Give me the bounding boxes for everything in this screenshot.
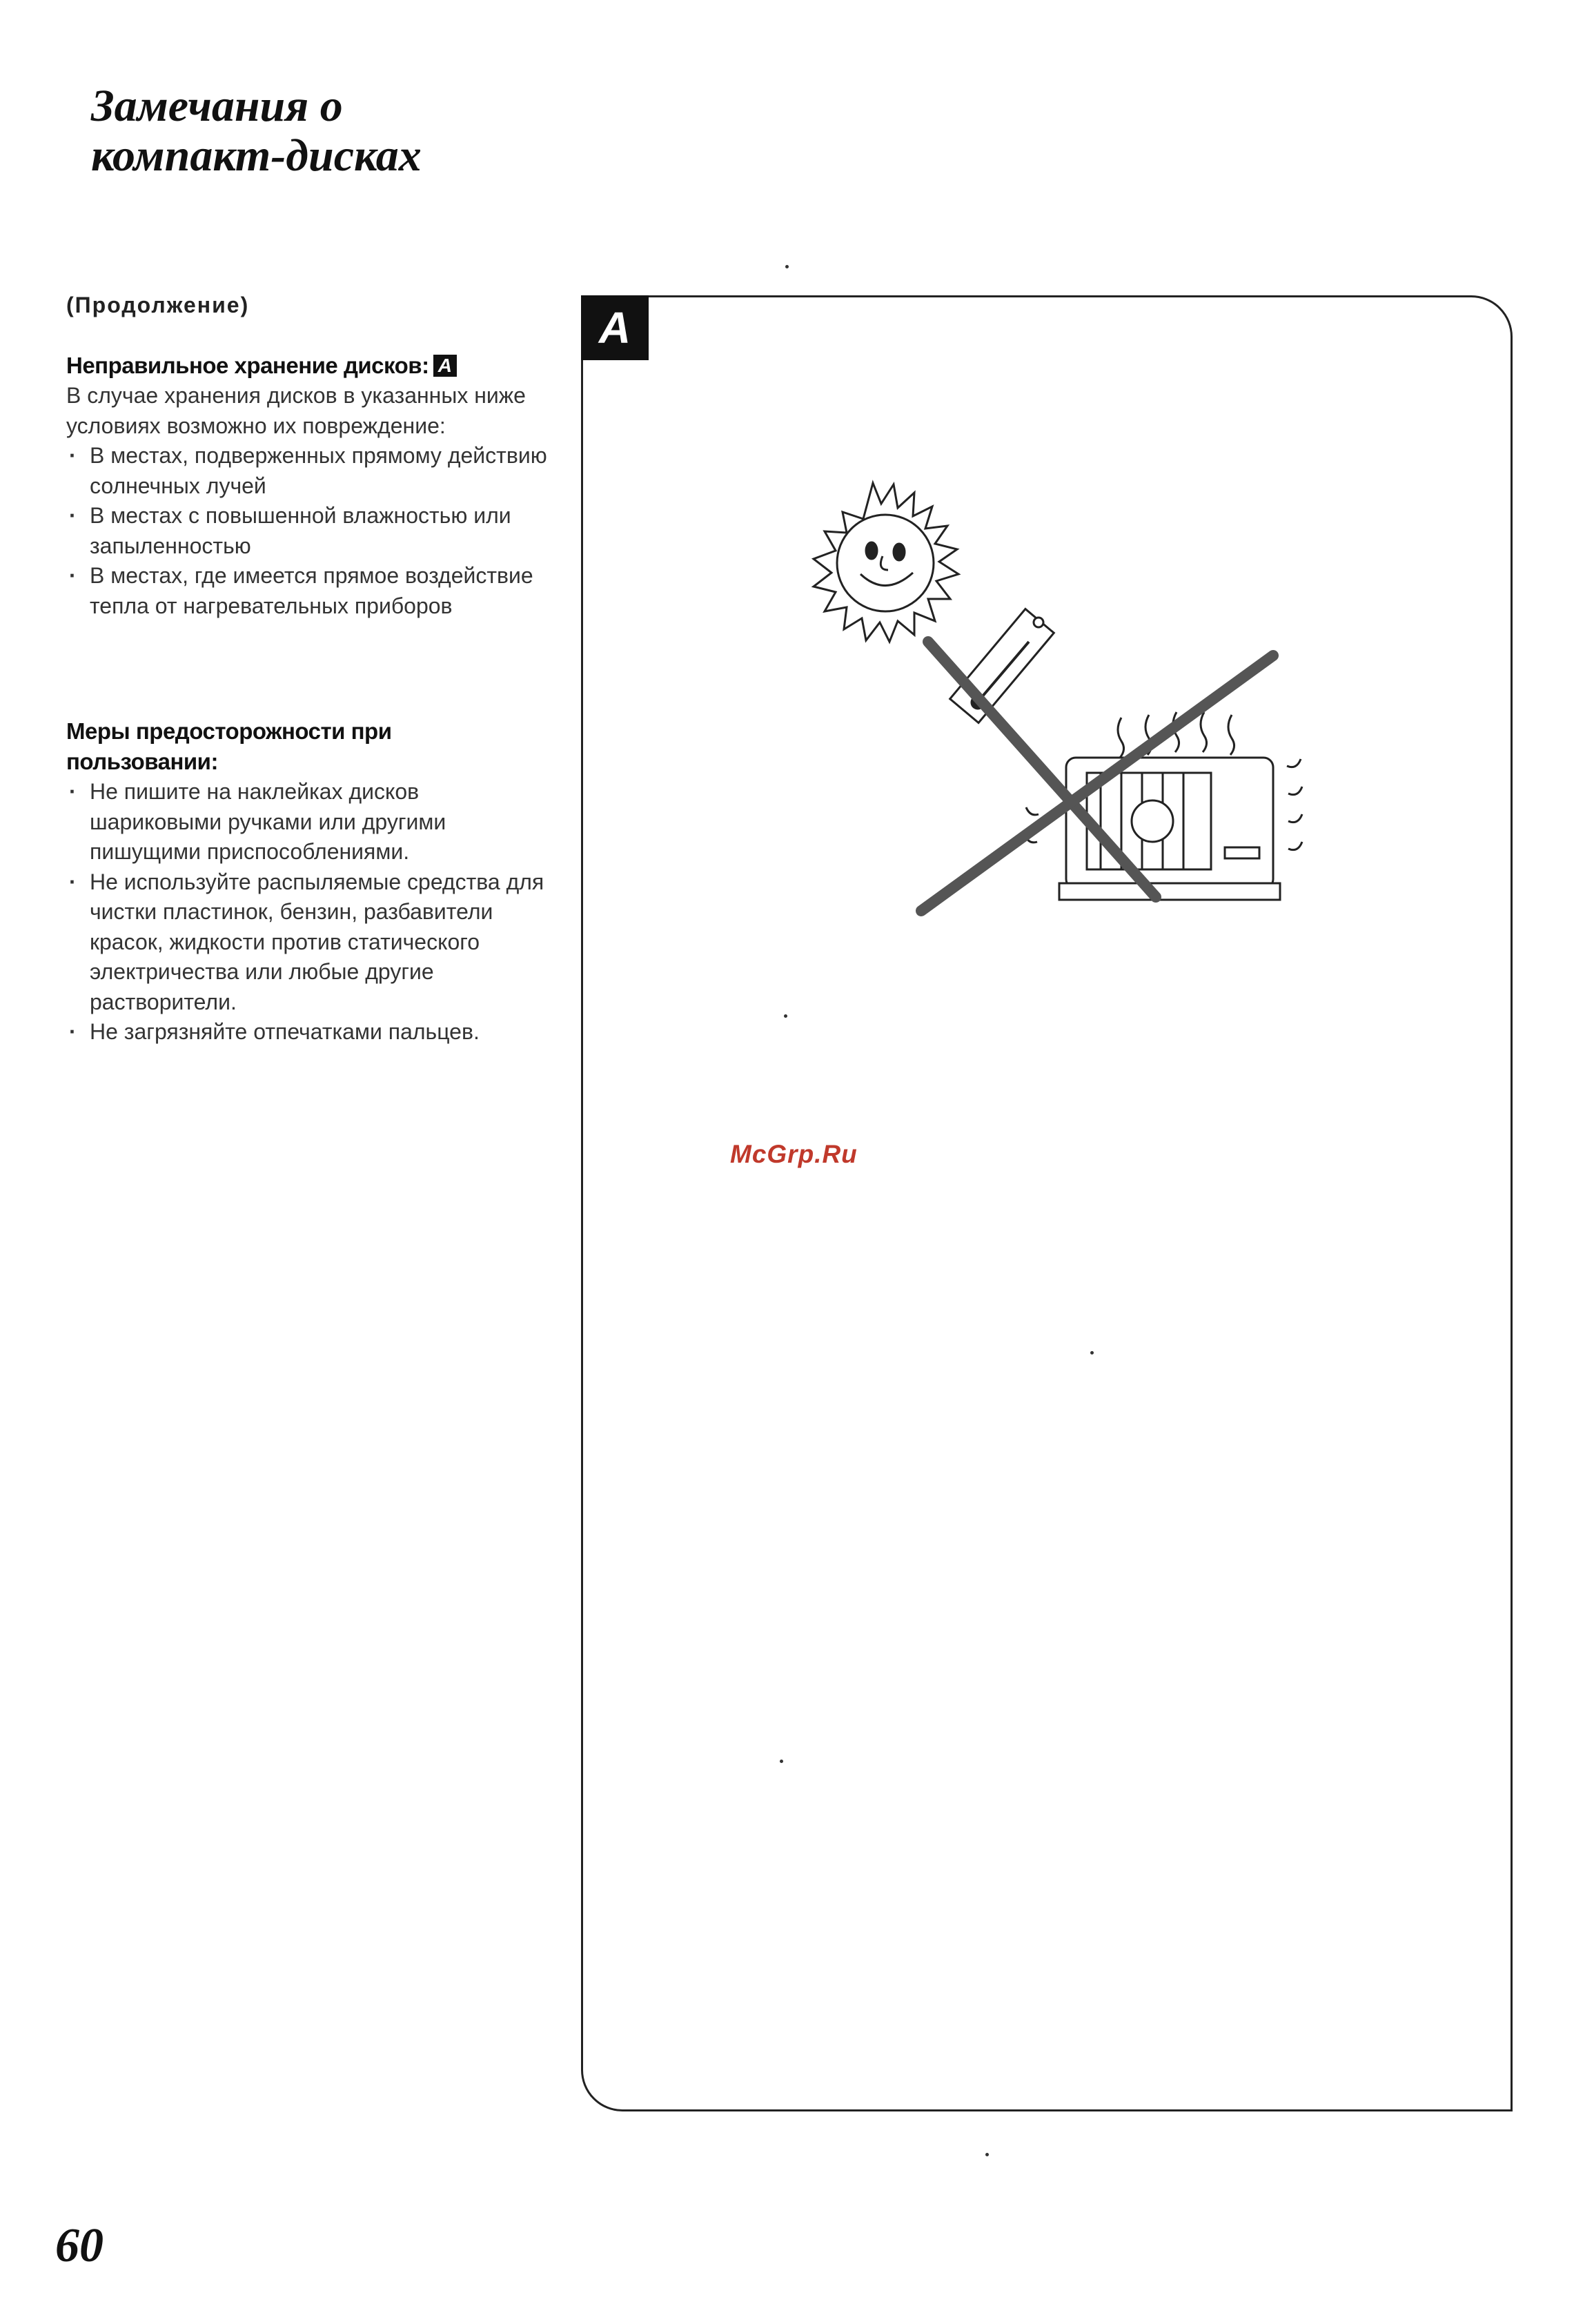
precaution-item-writing: · Не пишите на наклейках дисков шариковыми ручками или другими пишущими приспособлениями. — [66, 777, 549, 867]
scan-speck — [780, 1760, 783, 1763]
figure-ref-badge: A — [433, 355, 457, 377]
storage-heading — [66, 351, 549, 381]
precaution-item-fingerprints: · Не загрязняйте отпечатками пальцев. — [66, 1017, 549, 1047]
page-title-line-1: Замечания о — [91, 81, 343, 131]
watermark: McGrp.Ru — [730, 1140, 858, 1168]
storage-section — [66, 351, 549, 621]
sun-icon — [814, 483, 958, 642]
precautions-list — [66, 777, 549, 1047]
figure-label: A — [581, 295, 649, 360]
scan-speck — [785, 265, 789, 268]
scan-speck — [1090, 1351, 1094, 1355]
continued-label: (Продолжение) — [66, 293, 250, 317]
storage-intro: В случае хранения дисков в указанных ниже условиях возможно их повреждение: — [66, 383, 526, 438]
scan-speck — [784, 1014, 787, 1018]
storage-heading-text: Неправильное хранение дисков: — [66, 353, 429, 378]
precaution-item-solvents: · Не используйте распыляемые средства для чистки пластинок, бензин, разбавители красок, жидкости против статического электричества или любые другие растворители. — [66, 867, 549, 1018]
page-number: 60 — [55, 2219, 104, 2272]
scan-speck — [985, 2153, 989, 2156]
storage-item-heat: · В местах, где имеется прямое воздействие тепла от нагревательных приборов — [66, 561, 549, 621]
thermometer-icon — [950, 609, 1054, 723]
storage-item-sunlight: · В местах, подверженных прямому действию солнечных лучей — [66, 441, 549, 501]
storage-list — [66, 441, 549, 621]
page-title-line-2: компакт-дисках — [91, 130, 422, 181]
precautions-section — [66, 716, 549, 1047]
storage-item-humidity: · В местах с повышенной влажностью или запыленностью — [66, 501, 549, 561]
page-title — [91, 81, 574, 181]
precautions-heading: Меры предосторожности при пользовании: — [66, 718, 392, 774]
storage-illustration — [797, 469, 1335, 918]
